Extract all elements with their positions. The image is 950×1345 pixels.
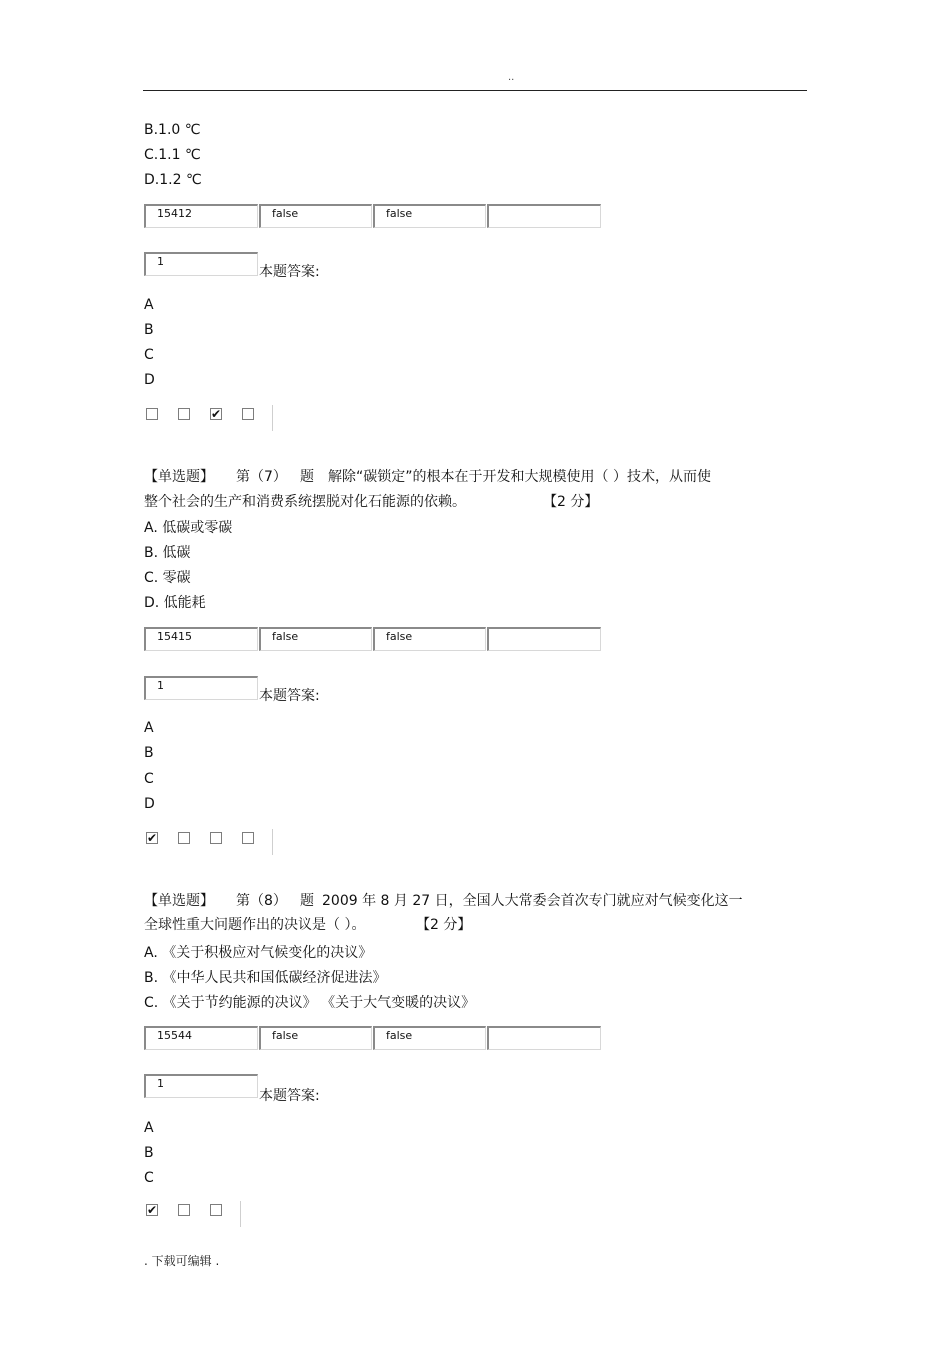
- answer-letter-a: A: [144, 297, 154, 313]
- question-text-line-2: 全球性重大问题作出的决议是（ ）。: [144, 917, 366, 933]
- checkbox-b[interactable]: [178, 832, 190, 844]
- flag-field-1[interactable]: false: [259, 1026, 372, 1050]
- answer-letter-c: C: [144, 347, 154, 363]
- question-text-line-1: 解除“碳锁定”的根本在于开发和大规模使用（ ）技术，从而使: [328, 469, 711, 485]
- question-id-field[interactable]: 15544: [144, 1026, 258, 1050]
- question-7-header: [144, 465, 804, 489]
- checkbox-d[interactable]: [242, 832, 254, 844]
- answer-checkbox-row: [144, 405, 273, 431]
- checkbox-d[interactable]: [242, 408, 254, 420]
- checkbox-a[interactable]: ✔: [147, 831, 158, 845]
- answer-label: 本题答案:: [259, 1088, 320, 1104]
- answer-letter-d: D: [144, 796, 155, 812]
- flag-field-1[interactable]: false: [259, 627, 372, 651]
- question-text-line-2: 整个社会的生产和消费系统摆脱对化石能源的依赖。: [144, 494, 466, 510]
- answer-checkbox-row: [144, 1201, 241, 1227]
- answer-letter-b: B: [144, 1145, 154, 1161]
- option-c: C. 《关于节约能源的决议》 《关于大气变暖的决议》: [144, 995, 476, 1011]
- answer-letter-b: B: [144, 745, 154, 761]
- empty-field[interactable]: [487, 1026, 601, 1050]
- answer-count-field[interactable]: 1: [144, 676, 258, 700]
- checkbox-c[interactable]: [210, 832, 222, 844]
- option-b: B. 《中华人民共和国低碳经济促进法》: [144, 970, 387, 986]
- question-points: 【2 分】: [543, 494, 599, 510]
- answer-letter-b: B: [144, 322, 154, 338]
- answer-label: 本题答案:: [259, 688, 320, 704]
- checkbox-b[interactable]: [178, 408, 190, 420]
- checkbox-c[interactable]: ✔: [211, 407, 222, 421]
- checkbox-b[interactable]: [178, 1204, 190, 1216]
- question-id-field[interactable]: 15415: [144, 627, 258, 651]
- answer-letter-a: A: [144, 720, 154, 736]
- answer-count-field[interactable]: 1: [144, 252, 258, 276]
- checkbox-a[interactable]: ✔: [147, 1203, 158, 1217]
- option-a: A. 《关于积极应对气候变化的决议》: [144, 945, 373, 961]
- answer-letter-d: D: [144, 372, 155, 388]
- question-title-word: 题: [300, 893, 314, 909]
- question-id-field[interactable]: 15412: [144, 204, 258, 228]
- option-d: D. 低能耗: [144, 595, 206, 611]
- flag-field-2[interactable]: false: [373, 1026, 486, 1050]
- option-b: B.1.0 ℃: [144, 122, 201, 138]
- question-type-tag: 【单选题】: [144, 893, 214, 909]
- answer-letter-c: C: [144, 1170, 154, 1186]
- answer-letter-a: A: [144, 1120, 154, 1136]
- question-type-tag: 【单选题】: [144, 469, 214, 485]
- footer-note: . 下载可编辑 .: [144, 1254, 220, 1268]
- empty-field[interactable]: [487, 627, 601, 651]
- flag-field-2[interactable]: false: [373, 627, 486, 651]
- option-a: A. 低碳或零碳: [144, 520, 233, 536]
- checkbox-c[interactable]: [210, 1204, 222, 1216]
- question-8-header: [144, 889, 804, 913]
- flag-field-1[interactable]: false: [259, 204, 372, 228]
- answer-count-field[interactable]: 1: [144, 1074, 258, 1098]
- question-number: 第（8）: [236, 893, 287, 909]
- answer-checkbox-row: [144, 829, 273, 855]
- option-d: D.1.2 ℃: [144, 172, 202, 188]
- checkbox-a[interactable]: [146, 408, 158, 420]
- answer-letter-c: C: [144, 771, 154, 787]
- question-title-word: 题: [300, 469, 314, 485]
- question-number: 第（7）: [236, 469, 287, 485]
- answer-label: 本题答案:: [259, 264, 320, 280]
- question-text-line-1: 2009 年 8 月 27 日，全国人大常委会首次专门就应对气候变化这一: [322, 893, 743, 909]
- header-dots: ..: [508, 72, 515, 83]
- option-b: B. 低碳: [144, 545, 191, 561]
- question-points: 【2 分】: [416, 917, 472, 933]
- option-c: C. 零碳: [144, 570, 191, 586]
- empty-field[interactable]: [487, 204, 601, 228]
- option-c: C.1.1 ℃: [144, 147, 201, 163]
- header-rule: [143, 90, 807, 91]
- flag-field-2[interactable]: false: [373, 204, 486, 228]
